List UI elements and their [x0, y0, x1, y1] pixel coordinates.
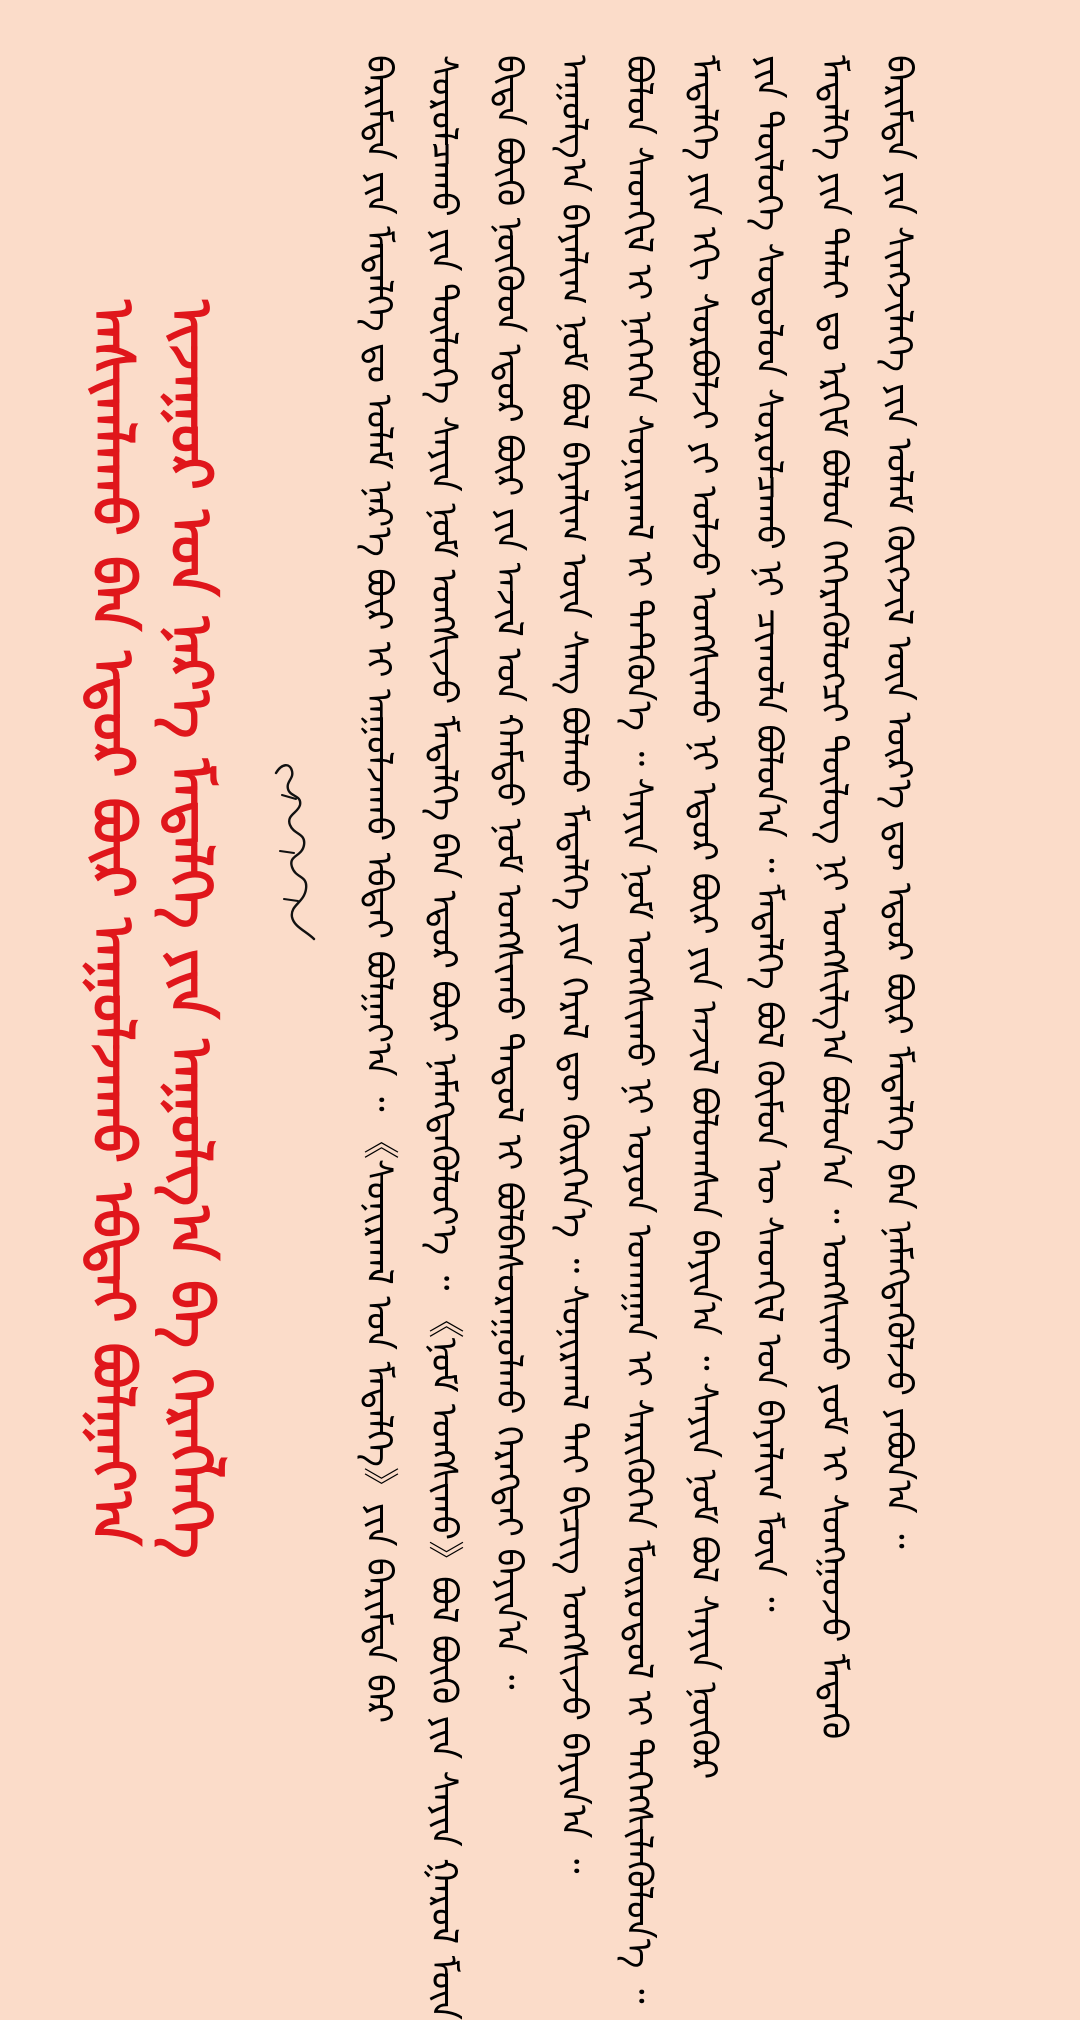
body-column-6: ᠠᠭᠤᠯᠭ᠎ᠠ ᠪᠠᠶᠠᠯᠢᠭ ᠨᠣᠮ ᠪᠣᠯ ᠪᠠᠶᠠᠯᠢᠭ ᠦᠨ ᠰᠠᠩ ᠪᠣᠯᠬᠤ ᠮᠡᠳᠡᠯᠭᠡ ᠶᠢᠨ ᠭᠡᠷᠡᠯ ᠳᠦ ᠬᠦᠷᠭᠡᠨ᠎ᠡ ᠃ ᠰᠣᠨᠢᠷᠬᠠᠯ ᠲᠠᠢ ᠪᠢᠴᠢᠭ ᠤᠩᠰᠢᠵᠤ ᠪᠠᠶᠢᠨ᠎ᠠ ᠃: [553, 55, 594, 1874]
body-column-2: ᠮᠡᠳᠡᠯᠭᠡ ᠶᠢᠨ ᠳᠠᠯᠠᠶ ᠳᠤ ᠡᠷᠬᠢᠮ ᠪᠣᠯᠤᠨ ᠭᠡᠭᠡᠷᠡᠭᠦᠯᠦᠭᠴᠢ ᠲᠥᠯᠦᠭ ᠨᠢ ᠤᠩᠰᠢᠯᠭ᠎ᠠ ᠪᠣᠯᠤᠨ᠎ᠠ ᠃ ᠤᠩᠰᠢᠬᠤ ᠶᠤᠮ ᠢ ᠰᠣᠩᠭᠤᠵᠤ ᠮᠡᠳᠡᠬᠦ: [813, 55, 854, 1740]
author-signature: [262, 755, 324, 945]
body-column-4: ᠮᠡᠳᠡᠯᠭᠡ ᠶᠢᠨ ᠡᠬᠢ ᠰᠤᠷᠪᠤᠯᠵᠢ ᠶᠢ ᠣᠯᠵᠤ ᠤᠩᠰᠢᠬᠤ ᠨᠢ ᠡᠳᠦᠷ ᠪᠦᠷ ᠶᠢᠨ ᠠᠵᠢᠯ ᠪᠣᠯᠤᠭᠰᠠᠨ ᠪᠠᠶᠢᠨ᠎ᠠ ᠃ ᠰᠠᠶᠢᠨ ᠨᠣᠮ ᠪᠣᠯ ᠰᠠᠶᠢᠨ ᠨᠥᠬᠦᠷ: [683, 55, 724, 1780]
body-column-9: ᠪᠠᠷᠢᠮᠲᠠ ᠶᠢᠨ ᠮᠡᠳᠡᠯᠭᠡ ᠳᠤ ᠤᠯᠠᠮ ᠨᠡᠷ᠎ᠡ ᠪᠦᠷ ᠢ ᠠᠭᠤᠯᠵᠠᠬᠤ ᠡᠪᠲᠡᠢ ᠪᠣᠯᠭᠠᠶ᠎ᠠ ᠃ 《ᠰᠣᠨᠢᠷᠬᠠᠯ ᠤᠨ ᠮᠡᠳᠡᠯᠭᠡ》ᠶᠢᠨ ᠪᠠᠷᠢᠮᠲᠠ ᠪᠠᠷ: [358, 55, 399, 1724]
body-column-5: ᠪᠣᠯᠤᠨ ᠰᠡᠳᠬᠢᠯ ᠢ ᠨᠡᠭᠡᠭᠡᠨ ᠰᠣᠨᠢᠷᠬᠠᠯ ᠢ ᠲᠡᠲᠬᠦᠨ᠎ᠡ ᠃ ᠰᠠᠶᠢᠨ ᠨᠣᠮ ᠤᠩᠰᠢᠬᠤ ᠨᠢ ᠣᠶᠤᠨ ᠤᠬᠠᠭᠠᠨ ᠢ ᠰᠡᠷᠢᠭᠦᠬᠡᠨ ᠮᠥᠷᠥᠳᠦᠯ ᠢ ᠳᠡᠭᠡᠭᠰᠢᠯᠡᠭᠦᠯᠦᠨ᠎ᠡ ᠃: [618, 55, 659, 2004]
body-column-8: ᠰᠤᠷᠤᠯᠴᠠᠬᠤ ᠶᠢᠨ ᠲᠥᠯᠦᠭᠡ ᠰᠠᠶᠢᠨ ᠨᠣᠮ ᠤᠩᠰᠢᠵᠤ ᠮᠡᠳᠡᠯᠭᠡ ᠪᠡᠨ ᠡᠳᠦᠷ ᠪᠦᠷ ᠨᠡᠮᠡᠭᠳᠡᠭᠦᠯᠦᠶ᠎ᠡ ᠃ 《ᠨᠣᠮ ᠤᠩᠰᠢᠬᠤ》ᠪᠣᠯ ᠪᠦᠬᠦ ᠶᠢᠨ ᠰᠠᠶᠢᠨ ᠭᠠᠷᠤᠯ ᠮᠥᠨ: [423, 55, 464, 2020]
title-line-1: ᠠᠰᠢᠭᠯᠠᠬᠤ ᠪᠡᠨ ᠡᠳᠦᠷ ᠪᠦᠷ ᠠᠭᠤᠯᠵᠠᠬᠤ ᠡᠪᠲᠡᠢ ᠪᠣᠯᠭᠠᠶ᠎ᠠ: [79, 300, 147, 1546]
title-line-2: ᠢᠵᠠᠭᠤᠷ ᠤᠨ ᠨᠡᠷ᠎ᠡ ᠮᠡᠳᠡᠯᠭᠡ ᠶᠢᠨ ᠠᠭᠤᠯᠭ᠎ᠠ ᠪᠠ ᠬᠡᠷᠡᠭᠯᠡᠭᠡ: [157, 300, 225, 1559]
body-column-7: ᠪᠢᠳᠡ ᠪᠦᠬᠦ ᠨᠥᠬᠦᠳ ᠡᠳᠦᠷ ᠪᠦᠷ ᠶᠢᠨ ᠠᠵᠢᠯ ᠤᠨ ᠬᠠᠮᠲᠤ ᠨᠣᠮ ᠤᠩᠰᠢᠬᠤ ᠳᠠᠳᠤᠯ ᠢ ᠪᠣᠯᠪᠠᠰᠤᠷᠠᠭᠤᠯᠬᠤ ᠬᠡᠷᠡᠭᠲᠡᠢ ᠪᠠᠶᠢᠨ᠎ᠠ ᠃: [488, 55, 529, 1690]
body-column-3: ᠶᠢᠨ ᠲᠥᠯᠦᠭᠡ ᠰᠣᠳᠤᠯᠤᠨ ᠰᠤᠷᠤᠯᠴᠠᠬᠤ ᠨᠢ ᠴᠢᠬᠤᠯᠠ ᠪᠣᠯᠤᠨ᠎ᠠ ᠃ ᠮᠡᠳᠡᠯᠭᠡ ᠪᠣᠯ ᠬᠦᠮᠦᠨ ᠦ ᠰᠡᠳᠬᠢᠯ ᠤᠨ ᠪᠠᠶᠠᠯᠢᠭ ᠮᠥᠨ ᠃: [748, 55, 789, 1612]
body-column-1: ᠪᠠᠷᠢᠮᠲᠠ ᠶᠢᠨ ᠰᠢᠩᠵᠢᠯᠡᠭᠡ ᠶᠢᠨ ᠤᠯᠠᠮ ᠬᠦᠭᠵᠢᠯ ᠦᠨ ᠦᠷ᠎ᠡ ᠳᠦ ᠡᠳᠦᠷ ᠪᠦᠷ ᠮᠡᠳᠡᠯᠭᠡ ᠪᠡᠨ ᠨᠡᠮᠡᠭᠳᠡᠭᠦᠯᠵᠦ ᠶᠠᠪᠤᠨ᠎ᠠ ᠃: [878, 55, 919, 1549]
